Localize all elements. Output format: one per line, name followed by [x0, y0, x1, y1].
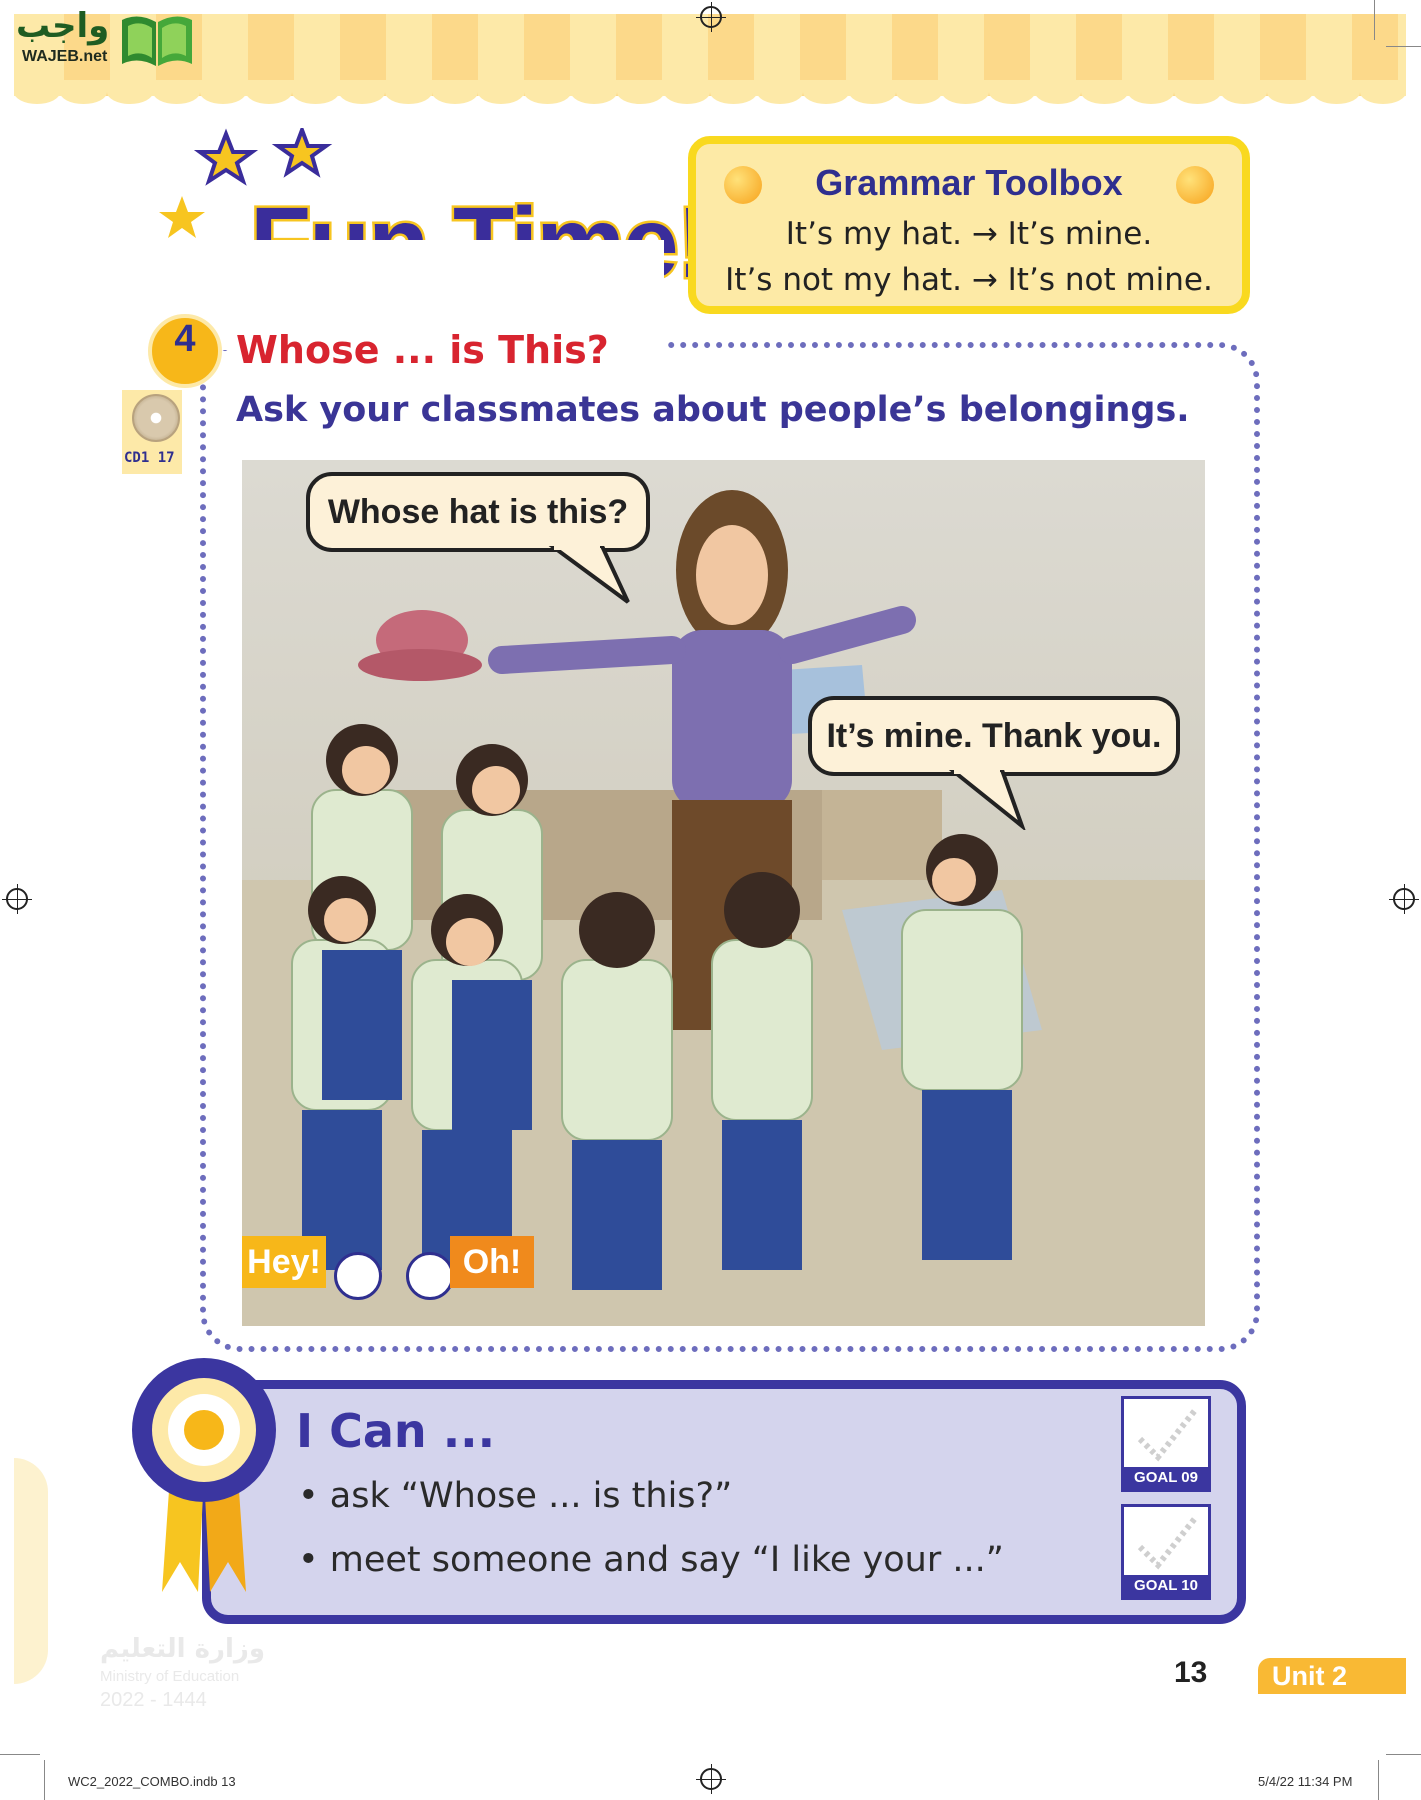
cd-label: CD1 17: [124, 450, 175, 466]
speech-bubble-teacher: Whose hat is this?: [306, 472, 650, 552]
registration-mark-left: [6, 888, 28, 910]
goal-label: GOAL 10: [1124, 1575, 1208, 1597]
crop-line: [1374, 0, 1375, 40]
smiley-icon: [334, 1252, 382, 1300]
i-can-title: I Can ...: [296, 1404, 496, 1458]
cd-audio-button[interactable]: [122, 390, 182, 474]
speech-bubble-tail: [542, 546, 632, 606]
crop-line: [1378, 1760, 1379, 1800]
speech-bubble-tail: [942, 770, 1032, 830]
i-can-item-1: • ask “Whose ... is this?”: [298, 1476, 733, 1516]
crop-line: [1386, 46, 1421, 47]
classroom-scene-drawing: [242, 460, 1205, 1326]
unit-tag: Unit 2: [1258, 1658, 1406, 1694]
logo-arabic-text: واجب: [16, 6, 110, 46]
banner-scallops: [14, 80, 1406, 104]
i-can-item-2: • meet someone and say “I like your ...”: [298, 1540, 1004, 1580]
crop-line: [1386, 1754, 1421, 1755]
smiley-icon: [406, 1252, 454, 1300]
goal-label: GOAL 09: [1124, 1467, 1208, 1489]
grammar-toolbox: [688, 136, 1250, 314]
ministry-year: 2022 - 1444: [100, 1689, 207, 1711]
goal-09-checkbox[interactable]: [1121, 1396, 1211, 1492]
toolbox-line-1: It’s my hat. → It’s mine.: [785, 216, 1153, 252]
ministry-arabic: وزارة التعليم: [100, 1634, 265, 1664]
logo-english-text: WAJEB.net: [22, 48, 108, 65]
page-number: 13: [1174, 1656, 1208, 1689]
exclaim-oh: [450, 1236, 534, 1288]
registration-mark-right: [1393, 888, 1415, 910]
crop-line: [0, 1754, 40, 1755]
book-icon: [118, 10, 196, 68]
toolbox-line-2: It’s not my hat. → It’s not mine.: [725, 262, 1213, 298]
exclaim-hey-text: Hey!: [247, 1243, 321, 1281]
registration-mark-bottom: [700, 1768, 722, 1790]
activity-number: 4: [148, 314, 222, 388]
activity-instruction: Ask your classmates about people’s belongings.: [236, 390, 1190, 430]
speech-bubble-girl: It’s mine. Thank you.: [808, 696, 1180, 776]
classroom-illustration: [242, 460, 1205, 1326]
toolbox-title: Grammar Toolbox: [815, 162, 1123, 203]
footer-date: 5/4/22 11:34 PM: [1258, 1774, 1353, 1789]
registration-mark-top: [700, 6, 722, 28]
exclaim-hey: [242, 1236, 326, 1288]
side-decoration: [14, 1458, 48, 1684]
activity-title: Whose ... is This?: [236, 328, 609, 372]
footer-file-info: WC2_2022_COMBO.indb 13: [68, 1774, 236, 1789]
ministry-watermark: [100, 1634, 265, 1712]
crop-line: [44, 1760, 45, 1800]
cd-icon: [132, 394, 180, 442]
checkmark-icon: [1124, 1507, 1208, 1577]
exclaim-oh-text: Oh!: [462, 1243, 522, 1281]
checkmark-icon: [1124, 1399, 1208, 1469]
ministry-english: Ministry of Education: [100, 1668, 240, 1685]
goal-10-checkbox[interactable]: [1121, 1504, 1211, 1600]
rosette-icon: [128, 1356, 280, 1596]
wajeb-logo[interactable]: [10, 6, 195, 68]
